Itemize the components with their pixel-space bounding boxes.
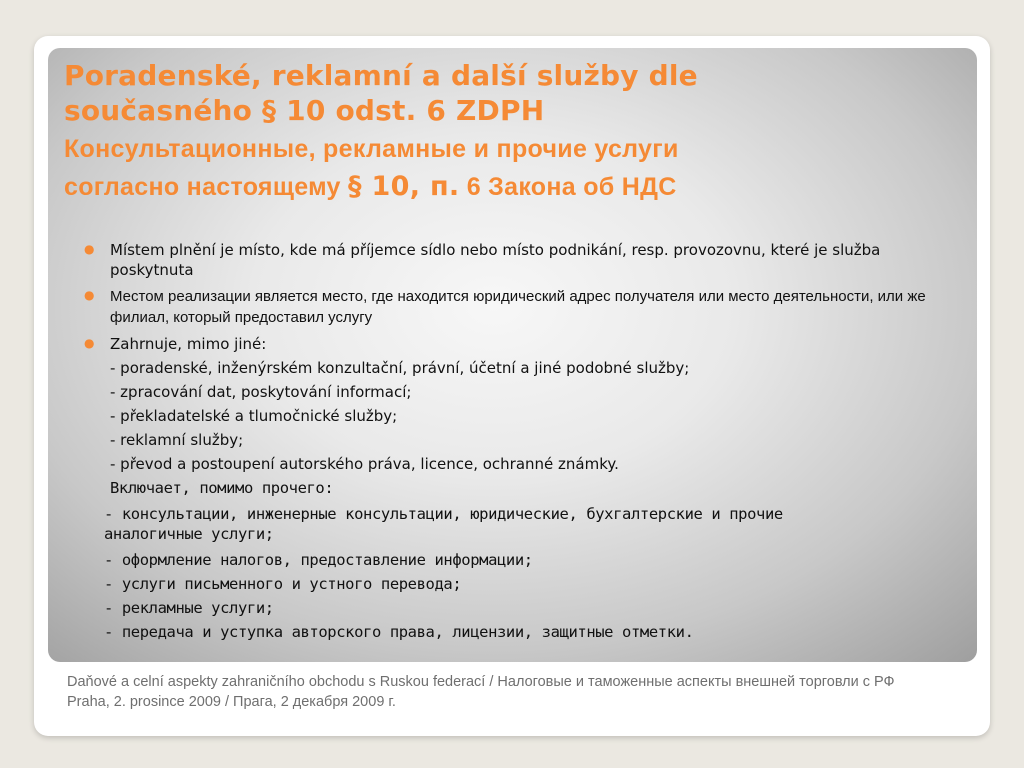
- title-ru-line2-a: согласно настоящему: [64, 173, 349, 201]
- bullet-text: Zahrnuje, mimo jiné:: [110, 335, 267, 353]
- title-cz-line2: současného § 10 odst. 6 ZDPH: [64, 94, 545, 127]
- list-item: [84, 286, 954, 328]
- subitem: - převod a postoupení autorského práva, licence, ochranné známky.: [110, 455, 619, 473]
- bullet-text: Místem plnění je místo, kde má příjemce sídlo nebo místo podnikání, resp. provozovnu, které je služba poskytnuta: [110, 241, 881, 279]
- subitem: - передача и уступка авторского права, лицензии, защитные отметки.: [104, 623, 694, 641]
- title-cz: [64, 58, 944, 128]
- ru-intro: Включает, помимо прочего:: [110, 479, 334, 497]
- title-ru-line1: Консультационные, рекламные и прочие услуги: [64, 135, 679, 163]
- subitem: - překladatelské a tlumočnické služby;: [110, 407, 398, 425]
- cz-subitems: [84, 358, 954, 498]
- bullet-icon: ●: [84, 242, 95, 256]
- title-ru: [64, 130, 944, 206]
- title-ru-line2-b: § 10, п.: [348, 171, 460, 202]
- title-cz-line1: Poradenské, reklamní a další služby dle: [64, 59, 698, 92]
- subitem: - zpracování dat, poskytování informací;: [110, 383, 412, 401]
- subitem: - reklamní služby;: [110, 431, 244, 449]
- subitem: - оформление налогов, предоставление информации;: [104, 551, 533, 569]
- bullet-icon: ●: [84, 288, 95, 302]
- bullet-text: Местом реализации является место, где находится юридический адрес получателя или место деятельности, или же филиал, который предоставил услугу: [110, 288, 926, 326]
- list-item: [84, 240, 954, 280]
- footer-line1: Daňové a celní aspekty zahraničního obchodu s Ruskou federací / Налоговые и таможенные аспекты внешней торговли с РФ: [67, 674, 895, 690]
- title-ru-line2-c: 6 Закона об НДС: [459, 173, 677, 201]
- footer-line2: Praha, 2. prosince 2009 / Прага, 2 декабря 2009 г.: [67, 694, 396, 710]
- subitem: - рекламные услуги;: [104, 599, 274, 617]
- bullet-icon: ●: [84, 336, 95, 350]
- subitem: - poradenské, inženýrském konzultační, právní, účetní a jiné podobné služby;: [110, 359, 690, 377]
- slide-title: [64, 58, 944, 206]
- ru-subitems: [84, 504, 954, 642]
- list-item: [84, 334, 954, 354]
- bullet-list: [84, 240, 954, 642]
- subitem: - консультации, инженерные консультации, юридические, бухгалтерские и прочие аналогичные услуги;: [104, 505, 783, 543]
- subitem: - услуги письменного и устного перевода;: [104, 575, 462, 593]
- footer: [67, 672, 947, 712]
